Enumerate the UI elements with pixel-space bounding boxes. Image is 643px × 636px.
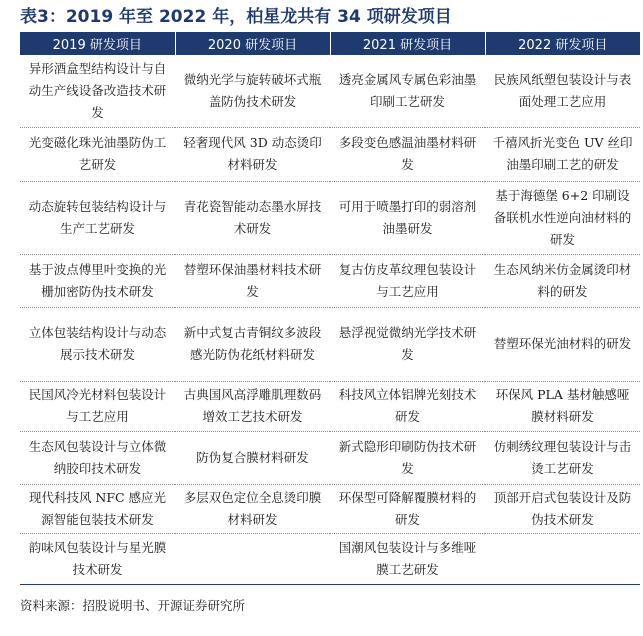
table-cell: 新中式复古青铜纹多波段感光防伪花纸材料研发 xyxy=(175,307,330,381)
table-cell: 悬浮视觉微纳光学技术研发 xyxy=(330,307,485,381)
source-note: 资料来源：招股说明书、开源证券研究所 xyxy=(20,598,246,613)
table-cell: 光变磁化珠光油墨防伪工艺研发 xyxy=(20,127,175,181)
table-row xyxy=(20,55,640,127)
table-cell xyxy=(485,533,640,584)
table-cell: 青花瓷智能动态墨水屏技术研发 xyxy=(175,181,330,254)
table-cell: 顶部开启式包装设计及防伪技术研发 xyxy=(485,484,640,533)
header-row xyxy=(20,32,640,55)
table-row xyxy=(20,381,640,431)
table-cell: 替塑环保油墨材料技术研发 xyxy=(175,254,330,307)
table-row xyxy=(20,431,640,484)
table-cell: 环保风 PLA 基材触感哑膜材料研发 xyxy=(485,381,640,431)
table-cell: 防伪复合膜材料研发 xyxy=(175,431,330,484)
table-cell xyxy=(175,533,330,584)
table-row xyxy=(20,127,640,181)
table-cell: 仿刺绣纹理包装设计与击烫工艺研发 xyxy=(485,431,640,484)
table-title: 表3：2019 年至 2022 年，柏星龙共有 34 项研发项目 xyxy=(20,7,452,27)
table-cell: 可用于喷墨打印的弱溶剂油墨研发 xyxy=(330,181,485,254)
table-cell: 现代科技风 NFC 感应光源智能包装技术研发 xyxy=(20,484,175,533)
column-header-2019: 2019 研发项目 xyxy=(20,32,175,55)
table-cell: 多层双色定位全息烫印膜材料研发 xyxy=(175,484,330,533)
table-row xyxy=(20,307,640,381)
table-cell: 立体包装结构设计与动态展示技术研发 xyxy=(20,307,175,381)
table-cell: 异形酒盒型结构设计与自动生产线设备改造技术研发 xyxy=(20,55,175,127)
table-cell: 生态风纳米仿金属烫印材料的研发 xyxy=(485,254,640,307)
table-cell: 生态风包装设计与立体微纳胶印技术研发 xyxy=(20,431,175,484)
table-cell: 多段变色感温油墨材料研发 xyxy=(330,127,485,181)
table-row xyxy=(20,254,640,307)
table-row xyxy=(20,533,640,584)
table-cell: 复古仿皮革纹理包装设计与工艺应用 xyxy=(330,254,485,307)
table-cell: 国潮风包装设计与多维哑膜工艺研发 xyxy=(330,533,485,584)
table-row xyxy=(20,484,640,533)
table-cell: 微纳光学与旋转破坏式瓶盖防伪技术研发 xyxy=(175,55,330,127)
table-cell: 动态旋转包装结构设计与生产工艺研发 xyxy=(20,181,175,254)
table-cell: 古典国风高浮雕肌理数码增效工艺技术研发 xyxy=(175,381,330,431)
table-cell: 轻奢现代风 3D 动态烫印材料研发 xyxy=(175,127,330,181)
table-cell: 民族风纸塑包装设计与表面处理工艺应用 xyxy=(485,55,640,127)
column-header-2021: 2021 研发项目 xyxy=(330,32,485,55)
column-header-2020: 2020 研发项目 xyxy=(175,32,330,55)
table-cell: 科技风立体铝牌光刻技术研发 xyxy=(330,381,485,431)
rd-projects-table xyxy=(20,32,640,585)
table-cell: 新式隐形印刷防伪技术研发 xyxy=(330,431,485,484)
table-cell: 环保型可降解覆膜材料的研发 xyxy=(330,484,485,533)
table-cell: 基于海德堡 6+2 印刷设备联机水性逆向油材料的研发 xyxy=(485,181,640,254)
column-header-2022: 2022 研发项目 xyxy=(485,32,640,55)
table-cell: 千禧风折光变色 UV 丝印油墨印刷工艺的研发 xyxy=(485,127,640,181)
table-cell: 透亮金属风专属色彩油墨印刷工艺研发 xyxy=(330,55,485,127)
table-cell: 民国风冷光材料包装设计与工艺应用 xyxy=(20,381,175,431)
table-row xyxy=(20,181,640,254)
table-cell: 韵味风包装设计与星光膜技术研发 xyxy=(20,533,175,584)
table-cell: 替塑环保光油材料的研发 xyxy=(485,307,640,381)
table-cell: 基于波点傅里叶变换的光栅加密防伪技术研发 xyxy=(20,254,175,307)
